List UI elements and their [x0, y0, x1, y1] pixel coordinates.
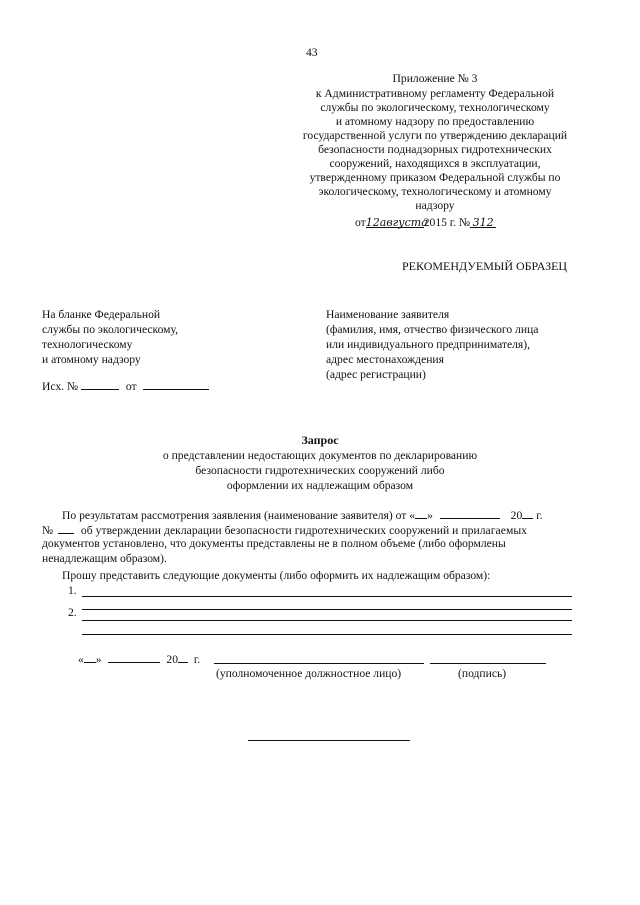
request-subtitle-line: о представлении недостающих документов по декларированию — [162, 449, 478, 462]
month-blank — [440, 507, 500, 519]
signature-date — [78, 651, 200, 667]
body-line-2-text: об утверждении декларации безопасности гидротехнических сооружений и прилагаемых — [80, 524, 528, 537]
annex-line: и атомному надзору по предоставлению — [335, 115, 535, 128]
body-line-4: ненадлежащим образом). — [42, 552, 167, 565]
right-block-line: (фамилия, имя, отчество физического лица — [326, 323, 539, 336]
document-line[interactable] — [82, 596, 572, 597]
body-year: 20 — [510, 509, 523, 522]
annex-date — [355, 216, 496, 230]
document-line[interactable] — [82, 609, 572, 610]
signature-year-suffix: г. — [193, 653, 201, 666]
body-line-1 — [62, 507, 543, 523]
left-block-line: технологическому — [42, 338, 133, 351]
page-number: 43 — [306, 46, 318, 59]
signature-day-blank — [84, 651, 96, 663]
right-block-line: Наименование заявителя — [326, 308, 450, 321]
body-line-5: Прошу представить следующие документы (либо оформить их надлежащим образом): — [62, 569, 491, 582]
signature-year-blank — [178, 651, 188, 663]
right-block-line: (адрес регистрации) — [326, 368, 426, 381]
annex-line: экологическому, технологическому и атомному — [318, 185, 552, 198]
right-block-line: адрес местонахождения — [326, 353, 444, 366]
left-block-line: службы по экологическому, — [42, 323, 179, 336]
body-line-3: документов установлено, что документы представлены не в полном объеме (либо оформлены — [42, 537, 506, 550]
outgoing-date-blank — [143, 378, 209, 390]
recommended-sample-label: РЕКОМЕНДУЕМЫЙ ОБРАЗЕЦ — [402, 259, 568, 273]
outgoing-label: Исх. № — [42, 380, 79, 393]
annex-line: утвержденному приказом Федеральной службы по — [309, 171, 561, 184]
official-caption: (уполномоченное должностное лицо) — [216, 667, 402, 680]
signature-quote-close: » — [95, 653, 102, 666]
request-title: Запрос — [301, 433, 339, 447]
outgoing-number-blank — [81, 378, 119, 390]
outgoing-from-label: от — [125, 380, 137, 393]
annex-line: надзору — [415, 199, 455, 212]
signature-quote-open: « — [78, 653, 84, 666]
left-block-line: На бланке Федеральной — [42, 308, 161, 321]
annex-line: к Административному регламенту Федеральной — [315, 87, 555, 100]
body-line-1-text: По результатам рассмотрения заявления (наименование заявителя) от « — [62, 509, 416, 522]
annex-line: сооружений, находящихся в эксплуатации, — [329, 157, 541, 170]
annex-title: Приложение № 3 — [392, 72, 478, 85]
closing-divider — [248, 740, 410, 741]
list-item-number: 1. — [68, 584, 77, 597]
body-line-2 — [42, 522, 527, 538]
annex-line: безопасности поднадзорных гидротехнических — [318, 143, 552, 156]
annex-date-prefix: от — [355, 216, 366, 229]
official-name-line[interactable] — [214, 663, 424, 664]
annex-order-number: 312 — [470, 216, 496, 228]
right-block-line: или индивидуального предпринимателя), — [326, 338, 531, 351]
signature-month-blank — [108, 651, 160, 663]
day-blank — [415, 507, 427, 519]
body-year-suffix: г. — [536, 509, 543, 522]
body-number-label: № — [42, 524, 54, 537]
document-line[interactable] — [82, 620, 572, 621]
annex-line: службы по экологическому, технологическому — [320, 101, 550, 114]
request-subtitle-line: безопасности гидротехнических сооружений либо — [195, 464, 445, 477]
outgoing-number — [42, 378, 209, 394]
year-blank — [522, 507, 533, 519]
left-block-line: и атомному надзору — [42, 353, 141, 366]
number-blank — [58, 522, 74, 534]
annex-date-year: 2015 г. № — [423, 216, 471, 229]
document-line[interactable] — [82, 634, 572, 635]
signature-line[interactable] — [430, 663, 546, 664]
annex-date-handwritten: 12августа — [365, 216, 428, 229]
body-quote-close: » — [427, 509, 433, 522]
signature-year: 20 — [166, 653, 178, 666]
list-item-number: 2. — [68, 606, 77, 619]
annex-line: государственной услуги по утверждению деклараций — [302, 129, 568, 142]
request-subtitle-line: оформлении их надлежащим образом — [226, 479, 414, 492]
signature-caption: (подпись) — [458, 667, 507, 680]
